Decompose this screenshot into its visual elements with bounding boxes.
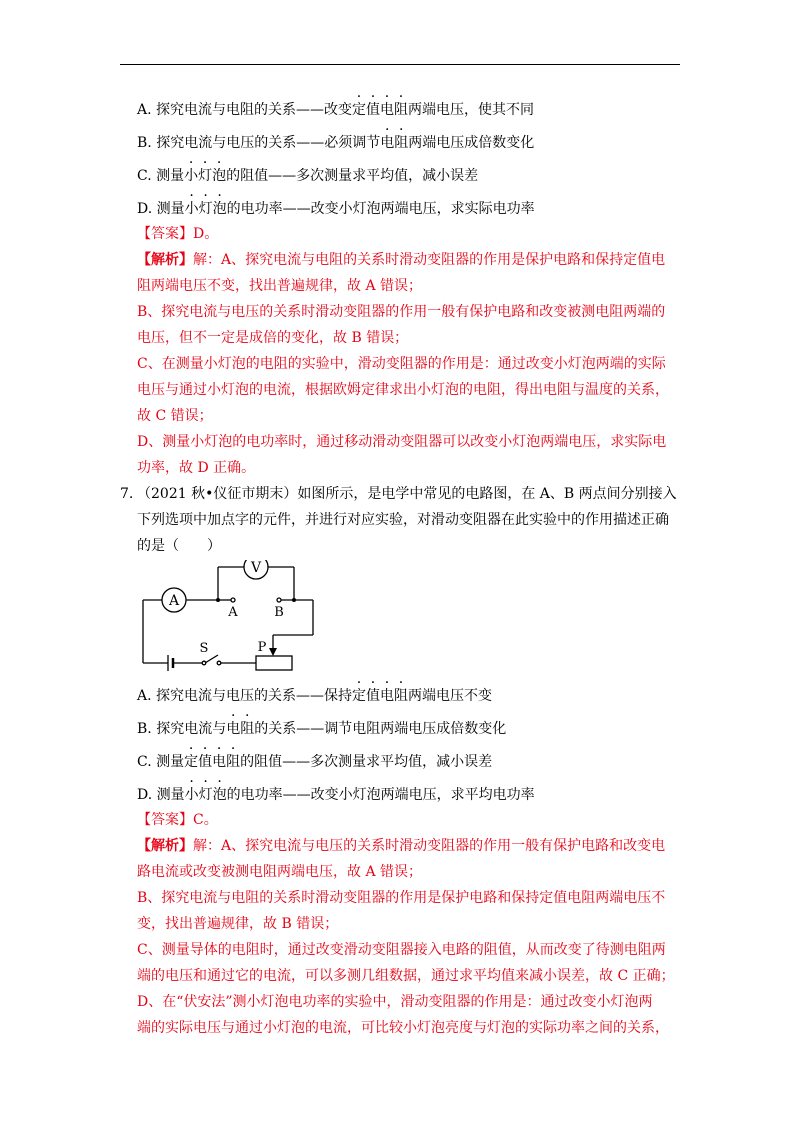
q7-option-a: A. 探究电流与电压的关系——保持定值电阻两端电压不变 [137, 688, 493, 704]
voltmeter-label: V [250, 560, 262, 576]
q6-analysis-line: D、测量小灯泡的电功率时，通过移动滑动变阻器可以改变小灯泡两端电压，求实际电 [137, 434, 667, 450]
q7-analysis-line: 端的电压和通过它的电流，可以多测几组数据，通过求平均值来减小误差，故 C 正确； [137, 968, 675, 984]
q6-option-b: B. 探究电流与电压的关系——必须调节电阻两端电压成倍数变化 [137, 135, 535, 151]
q6-analysis-line: 故 C 错误； [137, 408, 213, 424]
q6-option-a: A. 探究电流与电阻的关系——改变定值电阻两端电压，使其不同 [137, 102, 535, 118]
ammeter-label: A [168, 593, 180, 609]
emphasis-dots: 小灯泡 [184, 168, 227, 184]
header-rule [120, 64, 680, 65]
q7-analysis-line: 【解析】解：A、探究电流与电压的关系时滑动变阻器的作用一般有保护电路和改变电 [137, 838, 666, 854]
q7-analysis-line: D、在“伏安法”测小灯泡电功率的实验中，滑动变阻器的作用是：通过改变小灯泡两 [137, 994, 653, 1010]
q6-analysis-line: B、探究电流与电压的关系时滑动变阻器的作用一般有保护电路和改变被测电阻两端的 [137, 304, 666, 320]
q6-option-c: C. 测量小灯泡的阻值——多次测量求平均值，减小误差 [137, 168, 479, 184]
q6-analysis-line: 【解析】解：A、探究电流与电阻的关系时滑动变阻器的作用是保护电路和保持定值电 [137, 252, 666, 268]
q7-option-d: D. 测量小灯泡的电功率——改变小灯泡两端电压，求平均电功率 [137, 787, 535, 803]
q6-analysis-line: C、在测量小灯泡的电阻的实验中，滑动变阻器的作用是：通过改变小灯泡两端的实际 [137, 356, 666, 372]
switch-label: S [199, 641, 209, 656]
q7-stem-line: 的是（ ） [137, 538, 221, 554]
emphasis-dots: 电阻 [380, 135, 409, 151]
q6-analysis-line: 阻两端电压不变，找出普遍规律，故 A 错误； [137, 278, 423, 294]
point-b-label: B [274, 605, 284, 620]
q7-number: 7. [120, 486, 134, 502]
point-a-label: A [228, 605, 238, 620]
emphasis-dots: 小灯泡 [184, 787, 227, 803]
q6-option-d: D. 测量小灯泡的电功率——改变小灯泡两端电压，求实际电功率 [137, 201, 535, 217]
q7-stem-line: 下列选项中加点字的元件，并进行对应实验，对滑动变阻器在此实验中的作用描述正确 [137, 512, 669, 528]
q7-analysis-line: 路电流或改变被测电阻两端电压，故 A 错误； [137, 864, 423, 880]
q6-answer: 【答案】D。 [137, 226, 219, 242]
emphasis-dots: 小灯泡 [184, 201, 227, 217]
q7-analysis-line: 变，找出普遍规律，故 B 错误； [137, 916, 339, 932]
emphasis-dots: 定值电阻 [184, 754, 241, 770]
q7-answer: 【答案】C。 [137, 812, 218, 828]
q7-option-c: C. 测量定值电阻的阻值——多次测量求平均值，减小误差 [137, 754, 493, 770]
q7-analysis-line: B、探究电流与电阻的关系时滑动变阻器的作用是保护电路和保持定值电阻两端电压不 [137, 890, 666, 906]
slider-arrow [269, 648, 277, 656]
q7-analysis-line: C、测量导体的电阻时，通过改变滑动变阻器接入电路的阻值，从而改变了待测电阻两 [137, 942, 666, 958]
circuit-diagram [138, 560, 318, 672]
q7-option-b: B. 探究电流与电阻的关系——调节电阻两端电压成倍数变化 [137, 721, 507, 737]
q6-analysis-line: 电压与通过小灯泡的电流，根据欧姆定律求出小灯泡的电阻，得出电阻与温度的关系， [137, 382, 669, 398]
slider-label: P [257, 640, 267, 655]
q7-analysis-line: 端的实际电压与通过小灯泡的电流，可比较小灯泡亮度与灯泡的实际功率之间的关系， [137, 1020, 669, 1036]
emphasis-dots: 定值电阻 [352, 102, 409, 118]
emphasis-dots: 电阻 [226, 721, 255, 737]
q6-analysis-line: 功率，故 D 正确。 [137, 460, 256, 476]
q7-stem-line: （2021 秋•仪征市期末）如图所示，是电学中常见的电路图，在 A、B 两点间分别接入 [137, 486, 677, 502]
q6-analysis-line: 电压，但不一定是成倍的变化，故 B 错误； [137, 330, 409, 346]
emphasis-dots: 定值电阻 [352, 688, 409, 704]
